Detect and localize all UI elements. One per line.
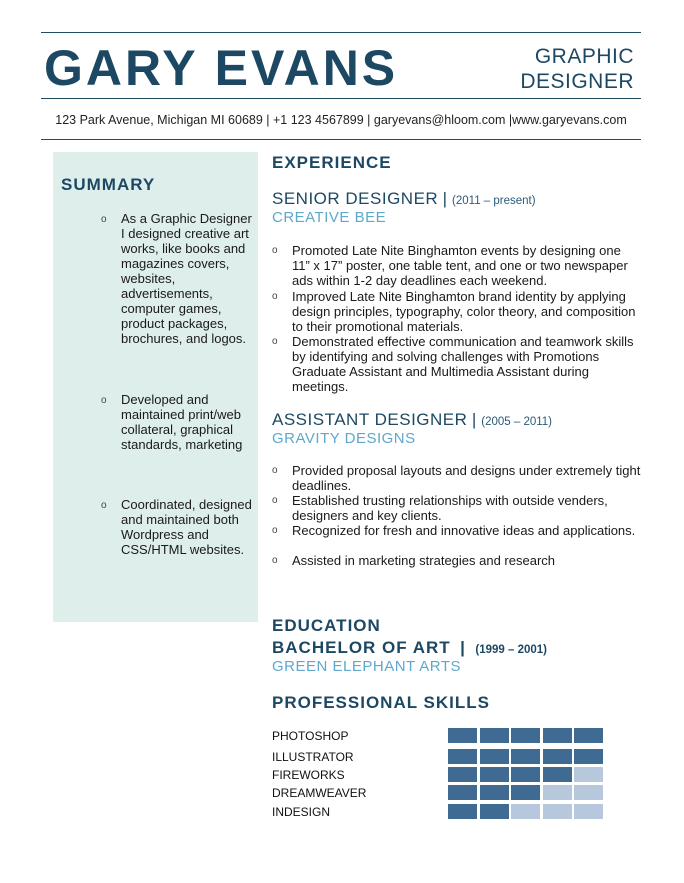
skill-level-filled xyxy=(448,728,477,743)
bullet-icon: o xyxy=(272,245,278,256)
skill-level-filled xyxy=(480,767,509,782)
skill-level-empty xyxy=(574,767,603,782)
job-dates: (2011 – present) xyxy=(452,195,536,207)
list-item: o Established trusting relationships with outside venders, designers and key clients. xyxy=(272,493,608,523)
skill-level-empty xyxy=(511,804,540,819)
skill-name: INDESIGN xyxy=(272,805,331,819)
job-title: SENIOR DESIGNER xyxy=(272,189,439,208)
summary-item: As a Graphic Designer I designed creative art works, like books and magazines covers, websites, advertisements, computer games, product packages, brochures, and logos. xyxy=(121,211,252,346)
skill-level-filled xyxy=(511,767,540,782)
skill-name: FIREWORKS xyxy=(272,768,345,782)
bullet-icon: o xyxy=(101,500,107,511)
bullet-icon: o xyxy=(101,395,107,406)
degree-title: BACHELOR OF ART xyxy=(272,638,451,657)
skill-level-filled xyxy=(574,749,603,764)
skill-level-filled xyxy=(511,749,540,764)
education-heading: EDUCATION xyxy=(272,616,381,635)
bullet-icon: o xyxy=(272,555,278,566)
skill-level-empty xyxy=(574,785,603,800)
skill-level-filled xyxy=(480,804,509,819)
bullet-icon: o xyxy=(101,214,107,225)
list-item: o Recognized for fresh and innovative ideas and applications. xyxy=(272,523,636,538)
skills-heading: PROFESSIONAL SKILLS xyxy=(272,693,490,712)
skill-level-filled xyxy=(543,749,572,764)
job-title-line2: DESIGNER xyxy=(520,70,634,93)
candidate-name: GARY EVANS xyxy=(44,40,399,96)
summary-heading: SUMMARY xyxy=(61,175,156,194)
title-separator: | xyxy=(442,189,448,208)
title-separator: | xyxy=(471,410,477,429)
skill-level-empty xyxy=(543,785,572,800)
skill-level-filled xyxy=(448,767,477,782)
skill-level-filled xyxy=(448,749,477,764)
top-rule xyxy=(41,32,641,33)
job-header xyxy=(272,189,536,209)
list-item: o Demonstrated effective communication and teamwork skills by identifying and solving challenges with Promotions Graduate Assistant and Multimedia Assistant during meetings. xyxy=(272,334,634,394)
bullet-icon: o xyxy=(272,525,278,536)
summary-sidebar xyxy=(53,152,258,622)
experience-heading: EXPERIENCE xyxy=(272,153,392,172)
bullet-icon: o xyxy=(272,291,278,302)
list-item: o Assisted in marketing strategies and research xyxy=(272,553,556,568)
skill-name: ILLUSTRATOR xyxy=(272,750,354,764)
skill-name: PHOTOSHOP xyxy=(272,729,349,743)
degree-header xyxy=(272,638,547,658)
bullet-icon: o xyxy=(272,465,278,476)
skill-level-filled xyxy=(480,728,509,743)
job-title-line1: GRAPHIC xyxy=(534,45,634,68)
skill-level-filled xyxy=(448,785,477,800)
summary-item: Developed and maintained print/web collateral, graphical standards, marketing xyxy=(121,392,243,452)
company-name: GRAVITY DESIGNS xyxy=(272,430,416,447)
bullet-icon: o xyxy=(272,336,278,347)
header-rule xyxy=(41,98,641,99)
contact-line: 123 Park Avenue, Michigan MI 60689 | +1 123 4567899 | garyevans@hloom.com |www.garyevans.com xyxy=(55,113,627,127)
skill-level-filled xyxy=(480,749,509,764)
skill-level-empty xyxy=(543,804,572,819)
skill-level-filled xyxy=(574,728,603,743)
degree-separator: | xyxy=(460,638,466,657)
summary-item: Coordinated, designed and maintained both Wordpress and CSS/HTML websites. xyxy=(121,497,252,557)
job-title: ASSISTANT DESIGNER xyxy=(272,410,468,429)
skill-level-filled xyxy=(511,728,540,743)
job-dates: (2005 – 2011) xyxy=(481,416,553,428)
skill-level-empty xyxy=(574,804,603,819)
contact-rule xyxy=(41,139,641,140)
list-item: o Promoted Late Nite Binghamton events by designing one 11” x 17” poster, one table tent, and one or two newspaper ads within 1-2 day deadlines each weekend. xyxy=(272,243,628,288)
skill-level-filled xyxy=(448,804,477,819)
skill-level-filled xyxy=(511,785,540,800)
list-item: o Provided proposal layouts and designs under extremely tight deadlines. xyxy=(272,463,641,493)
company-name: CREATIVE BEE xyxy=(272,209,387,226)
skill-level-filled xyxy=(543,728,572,743)
job-title-header xyxy=(520,44,634,94)
job-header xyxy=(272,410,552,430)
bullet-icon: o xyxy=(272,495,278,506)
skill-level-filled xyxy=(480,785,509,800)
list-item: o Improved Late Nite Binghamton brand identity by applying design principles, typography, color theory, and composition to their promotional materials. xyxy=(272,289,636,334)
degree-dates: (1999 – 2001) xyxy=(475,644,547,656)
school-name: GREEN ELEPHANT ARTS xyxy=(272,658,462,675)
skill-level-filled xyxy=(543,767,572,782)
skill-name: DREAMWEAVER xyxy=(272,786,367,800)
